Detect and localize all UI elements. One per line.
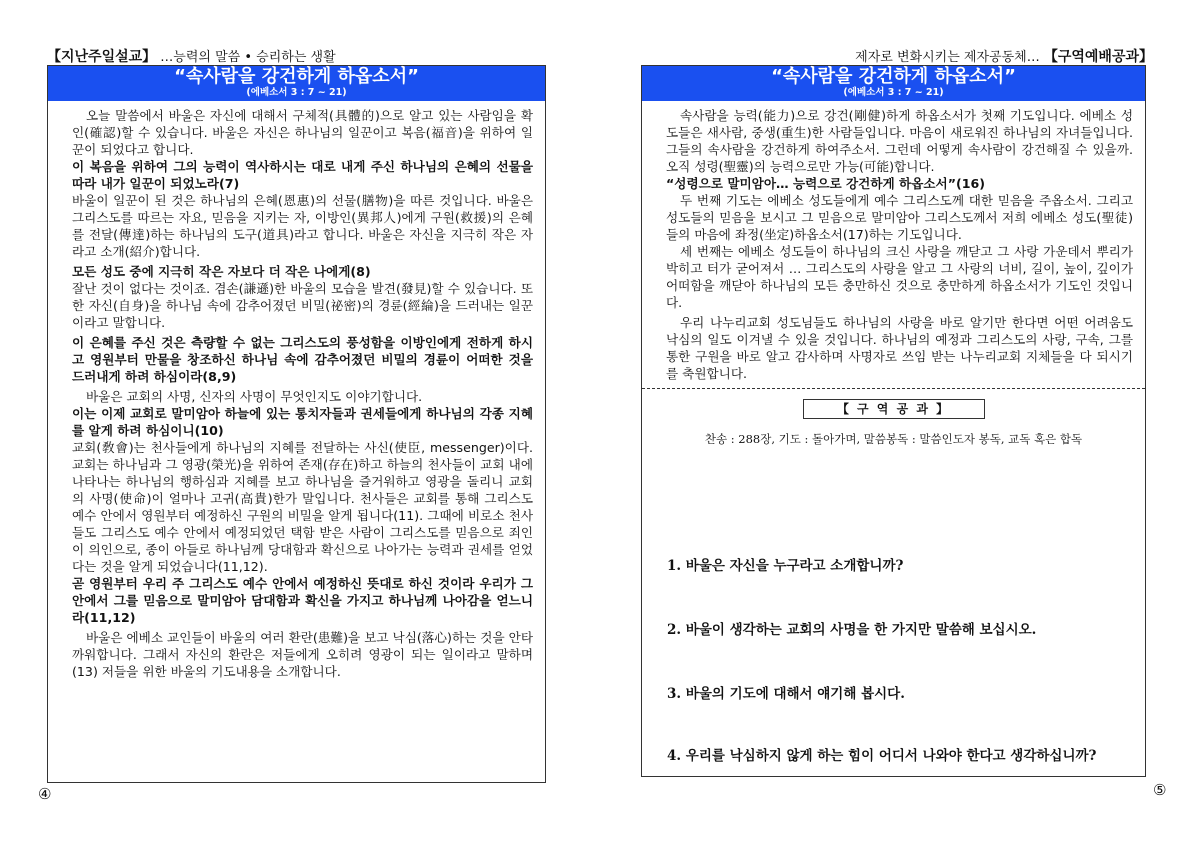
question-3: 3. 바울의 기도에 대해서 얘기해 봅시다. — [667, 686, 905, 702]
sermon-title-banner — [48, 66, 545, 101]
sermon-paragraph: 바울은 에베소 교인들이 바울의 여러 환란(患難)을 보고 낙심(落心)하는 것을 안타까워합니다. 그래서 자신의 환란은 저들에게 오히려 영광이 되는 일이라고 말하며(13) 저들을 위한 바울의 기도내용을 소개합니다. — [72, 630, 533, 679]
sermon-paragraph: 바울은 교회의 사명, 신자의 사명이 무엇인지도 이야기합니다. — [86, 389, 423, 404]
sermon-paragraph: 교회(敎會)는 천사들에게 하나님의 지혜를 전달하는 사신(使臣, messenger)이다. 교회는 하나님과 그 영광(榮光)을 위하여 존재(存在)하고 하늘의 천사들이 교회 내에 나타나는 하나님의 행하심과 지혜를 보고 하나님을 즐거워하고 영광을 돌리니 교회의 사명(使命)이 얼마나 고귀(高貴)한가 말입니다. 천사들은 교회를 통해 그리스도 예수 안에서 영원부터 예정하신 구원의 비밀을 알게 됩니다(11). 그때에 비로소 천사들도 그리스도 예수 안에서 예정되었던 택함 받은 사람이 그리스도를 믿음으로 죄인이 의인으로, 종이 아들로 하나님께 당대함과 확신으로 나아가는 능력과 권세를 얻었다는 것을 알게 되었습니다(11,12). — [72, 440, 533, 574]
question-2: 2. 바울이 생각하는 교회의 사명을 한 가지만 말씀해 보십시오. — [667, 622, 1037, 638]
study-title-banner — [642, 66, 1145, 101]
question-1: 1. 바울은 자신을 누구라고 소개합니까? — [667, 558, 904, 574]
left-page-number: ④ — [38, 785, 52, 803]
scripture-quote: “성령으로 말미암아… 능력으로 강건하게 하옵소서”(16) — [666, 176, 986, 191]
sermon-paragraph: 잘난 것이 없다는 것이죠. 겸손(謙遜)한 바울의 모습을 발견(發見)할 수 있습니다. 또한 자신(自身)을 하나님 속에 감추어졌던 비밀(祕密)의 경륜(經綸)을 드러내는 일꾼이라고 말합니다. — [72, 281, 533, 330]
study-paragraph: 두 번째 기도는 에베소 성도들에게 예수 그리스도께 대한 믿음을 주옵소서. 그리고 성도들의 믿음을 보시고 그 믿음으로 말미암아 그리스도께서 저희 에베소 성도(聖徒)들의 마음에 좌정(坐定)하옵소서(17)하는 기도입니다. — [666, 193, 1133, 242]
study-paragraph: 우리 나누리교회 성도님들도 하나님의 사랑을 바로 알기만 한다면 어떤 어려움도 낙심의 일도 이겨낼 수 있을 것입니다. 하나님의 예정과 그리스도의 사랑, 구속, 그를 통한 구원을 바로 알고 감사하며 사명자로 쓰임 받는 나누리교회 지체들을 다 되시기를 축원합니다. — [666, 315, 1133, 381]
question-4: 4. 우리를 낙심하지 않게 하는 힘이 어디서 나와야 한다고 생각하십니까? — [667, 748, 1097, 764]
study-body — [642, 101, 1145, 382]
left-header-title: 【지난주일설교】 — [47, 49, 157, 65]
study-paragraph: 세 번째는 에베소 성도들이 하나님의 크신 사랑을 깨닫고 그 사랑 가운데서 뿌리가 박히고 터가 굳어져서 … 그리스도의 사랑을 알고 그 사랑의 너비, 길이, 높이, 깊이가 어떠함을 깨닫아 하나님의 모든 충만하신 것으로 충만하게 하옵소서가 기도인 것입니다. — [666, 244, 1133, 310]
section-heading: 【 구 역 공 과 】 — [803, 399, 985, 419]
sermon-paragraph: 바울이 일꾼이 된 것은 하나님의 은혜(恩惠)의 선물(膳物)을 따른 것입니다. 바울은 그리스도를 따르는 자요, 믿음을 지키는 자, 이방인(異邦人)에게 구원(救援)의 은혜를 전달(傳達)하는 하나님의 도구(道具)라고 합니다. 바울은 자신을 지극히 작은 자라고 소개(紹介)합니다. — [72, 193, 533, 259]
sermon-body — [48, 101, 545, 680]
left-page-header — [47, 46, 336, 66]
study-scripture-reference: (에베소서 3 : 7 ~ 21) — [843, 87, 944, 98]
scripture-quote: 곧 영원부터 우리 주 그리스도 예수 안에서 예정하신 뜻대로 하신 것이라 우리가 그 안에서 그를 믿음으로 말미암아 담대함과 확신을 가지고 하나님께 나아감을 얻느니라(11,12) — [72, 576, 533, 625]
left-header-subtitle: …능력의 말씀 • 승리하는 생활 — [160, 50, 336, 65]
right-page-number: ⑤ — [1153, 781, 1167, 799]
scripture-quote: 이 은혜를 주신 것은 측량할 수 없는 그리스도의 풍성함을 이방인에게 전하게 하시고 영원부터 만물을 창조하신 하나님 속에 감추어졌던 비밀의 경륜이 어떠한 것을 드러내게 하려 하심이라(8,9) — [72, 335, 533, 384]
sermon-paragraph: 오늘 말씀에서 바울은 자신에 대해서 구체적(具體的)으로 알고 있는 사람임을 확인(確認)할 수 있습니다. 바울은 자신은 하나님의 일꾼이고 복음(福音)을 위하여 일꾼이 되었다고 합니다. — [72, 108, 533, 157]
sermon-panel — [47, 65, 546, 783]
scripture-quote: 모든 성도 중에 지극히 작은 자보다 더 작은 나에게(8) — [72, 264, 371, 279]
study-panel — [641, 65, 1146, 777]
right-header-subtitle: 제자로 변화시키는 제자공동체… — [855, 50, 1040, 65]
study-title: “속사람을 강건하게 하옵소서” — [771, 66, 1016, 87]
sermon-title: “속사람을 강건하게 하옵소서” — [174, 66, 419, 87]
right-page-header — [855, 46, 1153, 66]
scripture-reference: (에베소서 3 : 7 ~ 21) — [246, 87, 347, 98]
worship-order-line: 찬송 : 288장, 기도 : 돌아가며, 말씀봉독 : 말씀인도자 봉독, 교독 혹은 합독 — [704, 432, 1083, 446]
scripture-quote: 이 복음을 위하여 그의 능력이 역사하시는 대로 내게 주신 하나님의 은혜의 선물을 따라 내가 일꾼이 되었노라(7) — [72, 159, 533, 191]
right-header-title: 【구역예배공과】 — [1043, 49, 1153, 65]
section-divider — [642, 388, 1145, 389]
study-paragraph: 속사람을 능력(能力)으로 강건(剛健)하게 하옵소서가 첫째 기도입니다. 에베소 성도들은 새사람, 중생(重生)한 사람들입니다. 마음이 새로워진 하나님의 자녀들입니다. 그들의 속사람을 강건하게 하여주소서. 그런데 어떻게 속사람이 강건해질 수 있을까. 오직 성령(聖靈)의 능력으로만 가능(可能)합니다. — [666, 108, 1133, 174]
scripture-quote: 이는 이제 교회로 말미암아 하늘에 있는 통치자들과 권세들에게 하나님의 각종 지혜를 알게 하려 하심이니(10) — [72, 406, 533, 438]
